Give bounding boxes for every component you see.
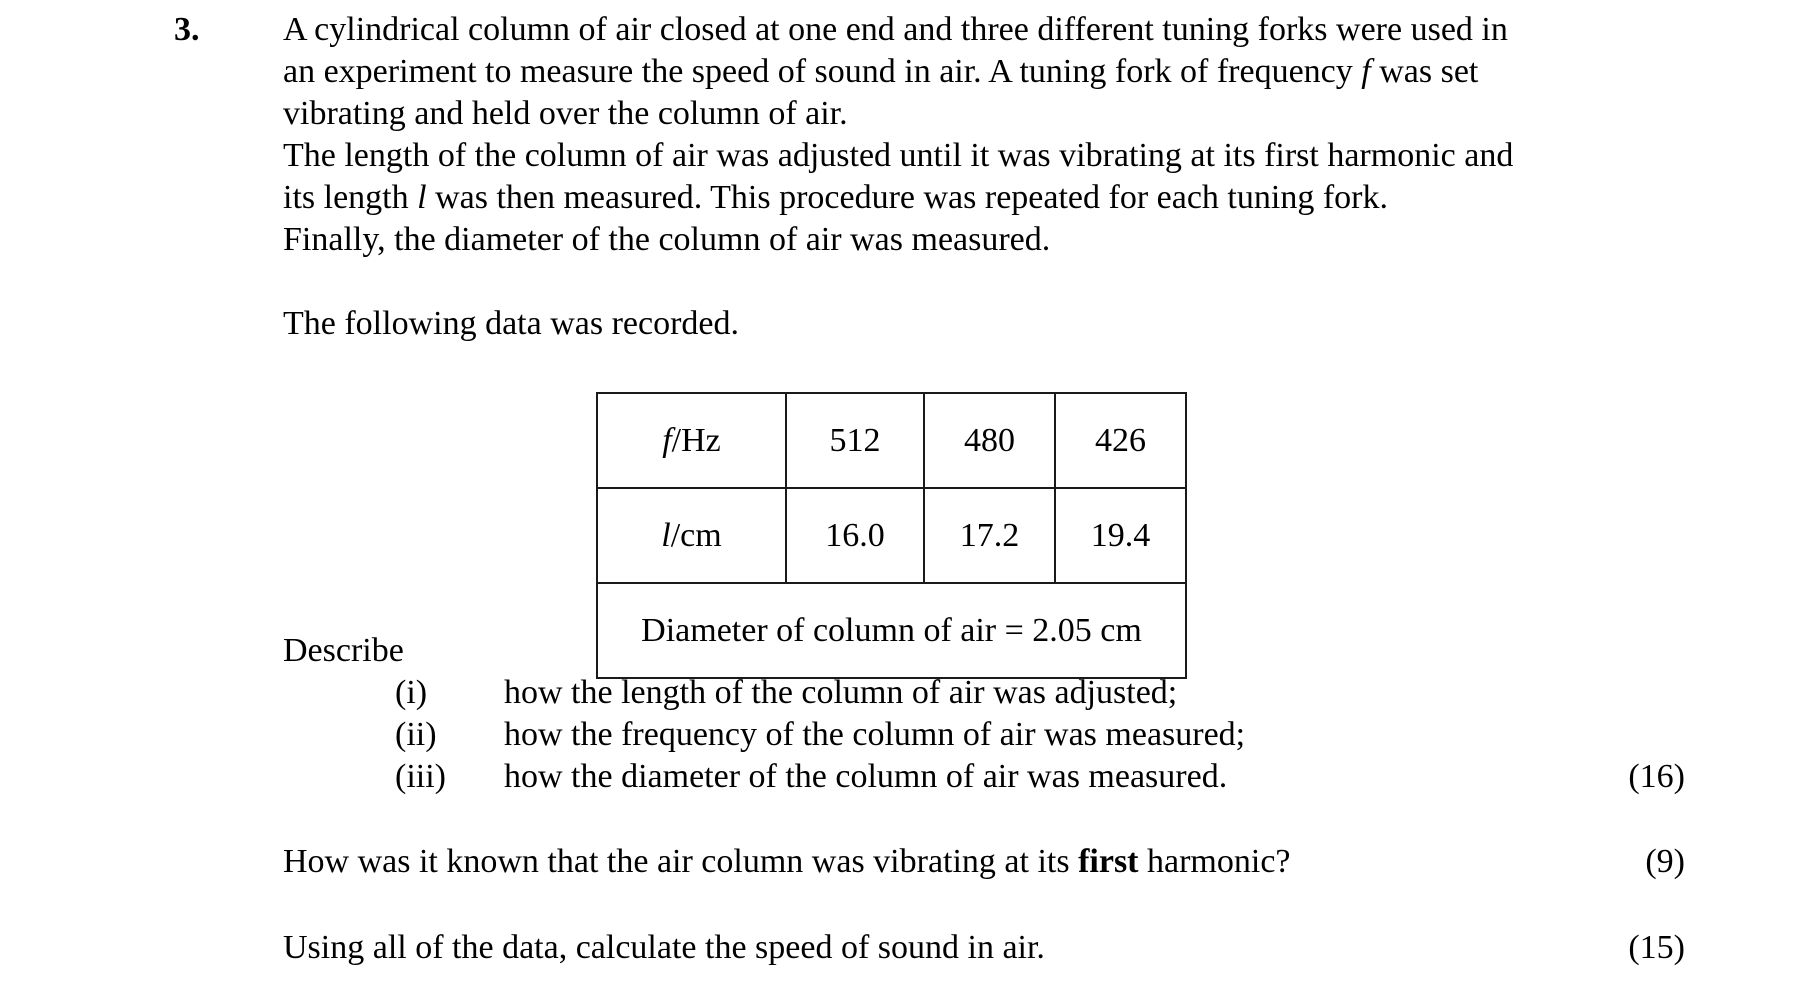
emphasis-first: first (1078, 843, 1139, 880)
table-row-diameter (597, 583, 1186, 678)
table-row-length (597, 488, 1186, 583)
marks-speed-of-sound: (15) (1628, 929, 1685, 966)
marks-describe: (16) (1628, 758, 1685, 795)
variable-l: l (661, 516, 671, 554)
intro-text: its length (283, 179, 418, 216)
unit-label: /cm (670, 516, 722, 554)
subpart-numeral: (iii) (395, 758, 446, 795)
variable-f: f (1361, 53, 1371, 90)
subpart-numeral: (ii) (395, 716, 437, 753)
intro-text: Finally, the diameter of the column of air was measured. (283, 221, 1051, 258)
subpart-numeral: (i) (395, 674, 428, 711)
row-header-length (597, 488, 786, 583)
intro-text: The length of the column of air was adjusted until it was vibrating at its first harmonic and (283, 137, 1514, 174)
question-text: harmonic? (1138, 843, 1291, 880)
variable-l: l (417, 179, 427, 216)
question-first-harmonic (283, 841, 1291, 883)
intro-line (283, 93, 1513, 135)
intro-line (283, 9, 1513, 51)
intro-line (283, 51, 1513, 93)
unit-label: /Hz (671, 421, 721, 459)
row-header-frequency (597, 393, 786, 488)
table-cell: 512 (786, 393, 924, 488)
intro-text: A cylindrical column of air closed at one end and three different tuning forks were used in (283, 11, 1508, 48)
marks-first-harmonic: (9) (1645, 843, 1685, 880)
intro-line (283, 135, 1513, 177)
table-cell: 19.4 (1055, 488, 1186, 583)
question-intro (283, 9, 1513, 261)
subpart-text: how the frequency of the column of air was measured; (504, 716, 1246, 753)
intro-line (283, 219, 1513, 261)
question-number: 3. (174, 11, 200, 48)
variable-f: f (662, 421, 672, 459)
question-speed-of-sound: Using all of the data, calculate the speed of sound in air. (283, 929, 1045, 966)
describe-label: Describe (283, 632, 404, 669)
intro-text: was then measured. This procedure was repeated for each tuning fork. (426, 179, 1388, 216)
intro-text: was set (1370, 53, 1479, 90)
question-text: How was it known that the air column was vibrating at its (283, 843, 1079, 880)
intro-text: vibrating and held over the column of air. (283, 95, 848, 132)
diameter-cell: Diameter of column of air = 2.05 cm (597, 583, 1186, 678)
data-intro: The following data was recorded. (283, 305, 739, 342)
data-table (596, 392, 1187, 679)
subpart-text: how the diameter of the column of air was measured. (504, 758, 1228, 795)
intro-line (283, 177, 1513, 219)
intro-text: an experiment to measure the speed of sound in air. A tuning fork of frequency (283, 53, 1362, 90)
table-row-frequency (597, 393, 1186, 488)
subpart-text: how the length of the column of air was adjusted; (504, 674, 1178, 711)
table-cell: 16.0 (786, 488, 924, 583)
table-cell: 17.2 (924, 488, 1055, 583)
table-cell: 480 (924, 393, 1055, 488)
table-cell: 426 (1055, 393, 1186, 488)
